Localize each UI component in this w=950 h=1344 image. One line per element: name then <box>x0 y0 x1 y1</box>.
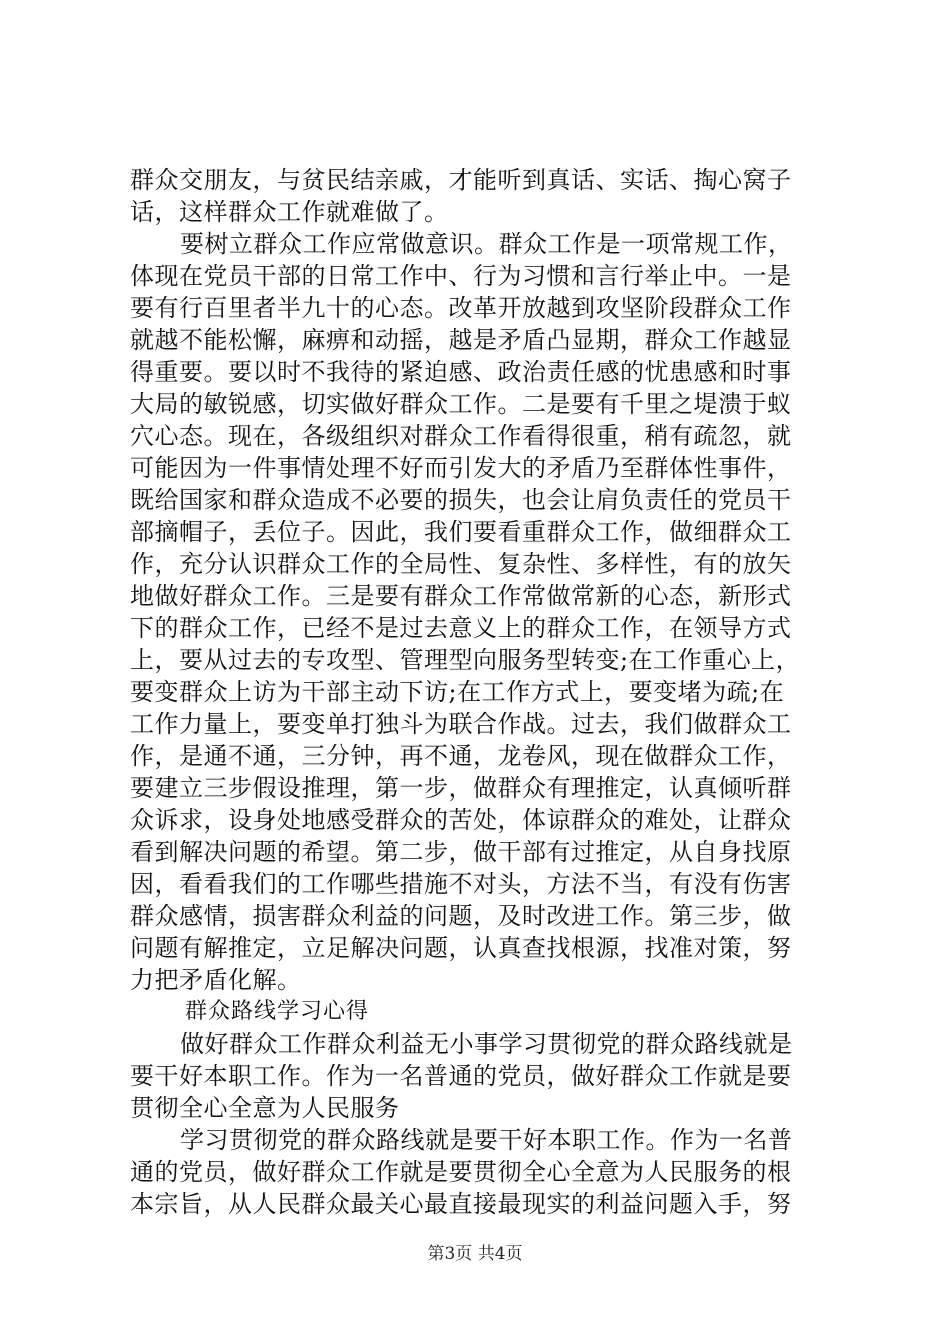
body-text-line: 要变群众上访为干部主动下访;在工作方式上，要变堵为疏;在 <box>130 678 785 706</box>
body-text-line: 话，这样群众工作就难做了。 <box>130 198 449 226</box>
body-text-line: 群众感情，损害群众利益的问题，及时改进工作。第三步，做 <box>130 902 792 930</box>
body-text-line: 作，充分认识群众工作的全局性、复杂性、多样性，有的放矢 <box>130 550 792 578</box>
body-text-line: 既给国家和群众造成不必要的损失，也会让肩负责任的党员干 <box>130 486 792 514</box>
body-text-line: 通的党员，做好群众工作就是要贯彻全心全意为人民服务的根 <box>130 1158 792 1186</box>
page-number-footer: 第3页 共4页 <box>427 1244 523 1264</box>
body-text-line: 可能因为一件事情处理不好而引发大的矛盾乃至群体性事件， <box>130 454 792 482</box>
body-text-line: 要干好本职工作。作为一名普通的党员，做好群众工作就是要 <box>130 1062 792 1090</box>
body-text-line: 地做好群众工作。三是要有群众工作常做常新的心态，新形式 <box>130 582 792 610</box>
body-text-line: 大局的敏锐感，切实做好群众工作。二是要有千里之堤溃于蚁 <box>130 390 792 418</box>
body-text-line: 穴心态。现在，各级组织对群众工作看得很重，稍有疏忽，就 <box>130 422 792 450</box>
body-text-line: 看到解决问题的希望。第二步，做干部有过推定，从自身找原 <box>130 838 792 866</box>
body-text-line: 贯彻全心全意为人民服务 <box>130 1094 400 1122</box>
section-heading: 群众路线学习心得 <box>185 999 370 1024</box>
paragraph-first-line: 学习贯彻党的群众路线就是要干好本职工作。作为一名普 <box>180 1126 793 1154</box>
body-text-line: 得重要。要以时不我待的紧迫感、政治责任感的忧患感和时事 <box>130 358 792 386</box>
paragraph-first-line: 要树立群众工作应常做意识。群众工作是一项常规工作， <box>180 230 793 258</box>
paragraph-first-line: 做好群众工作群众利益无小事学习贯彻党的群众路线就是 <box>180 1030 793 1058</box>
body-text-line: 上，要从过去的专攻型、管理型向服务型转变;在工作重心上， <box>130 646 801 674</box>
body-text-line: 要建立三步假设推理，第一步，做群众有理推定，认真倾听群 <box>130 774 792 802</box>
body-text-line: 体现在党员干部的日常工作中、行为习惯和言行举止中。一是 <box>130 262 792 290</box>
body-text-line: 问题有解推定，立足解决问题，认真查找根源，找准对策，努 <box>130 934 792 962</box>
body-text-line: 下的群众工作，已经不是过去意义上的群众工作，在领导方式 <box>130 614 792 642</box>
body-text-line: 作，是通不通，三分钟，再不通，龙卷风，现在做群众工作， <box>130 742 792 770</box>
body-text-line: 部摘帽子，丢位子。因此，我们要看重群众工作，做细群众工 <box>130 518 792 546</box>
body-text-line: 群众交朋友，与贫民结亲戚，才能听到真话、实话、掏心窝子 <box>130 166 792 194</box>
body-text-line: 力把矛盾化解。 <box>130 966 302 994</box>
body-text-line: 众诉求，设身处地感受群众的苦处，体谅群众的难处，让群众 <box>130 806 792 834</box>
body-text-line: 就越不能松懈，麻痹和动摇，越是矛盾凸显期，群众工作越显 <box>130 326 792 354</box>
body-text-line: 本宗旨，从人民群众最关心最直接最现实的利益问题入手，努 <box>130 1190 792 1218</box>
body-text-line: 因，看看我们的工作哪些措施不对头，方法不当，有没有伤害 <box>130 870 792 898</box>
body-text-line: 要有行百里者半九十的心态。改革开放越到攻坚阶段群众工作 <box>130 294 792 322</box>
body-text-line: 工作力量上，要变单打独斗为联合作战。过去，我们做群众工 <box>130 710 792 738</box>
